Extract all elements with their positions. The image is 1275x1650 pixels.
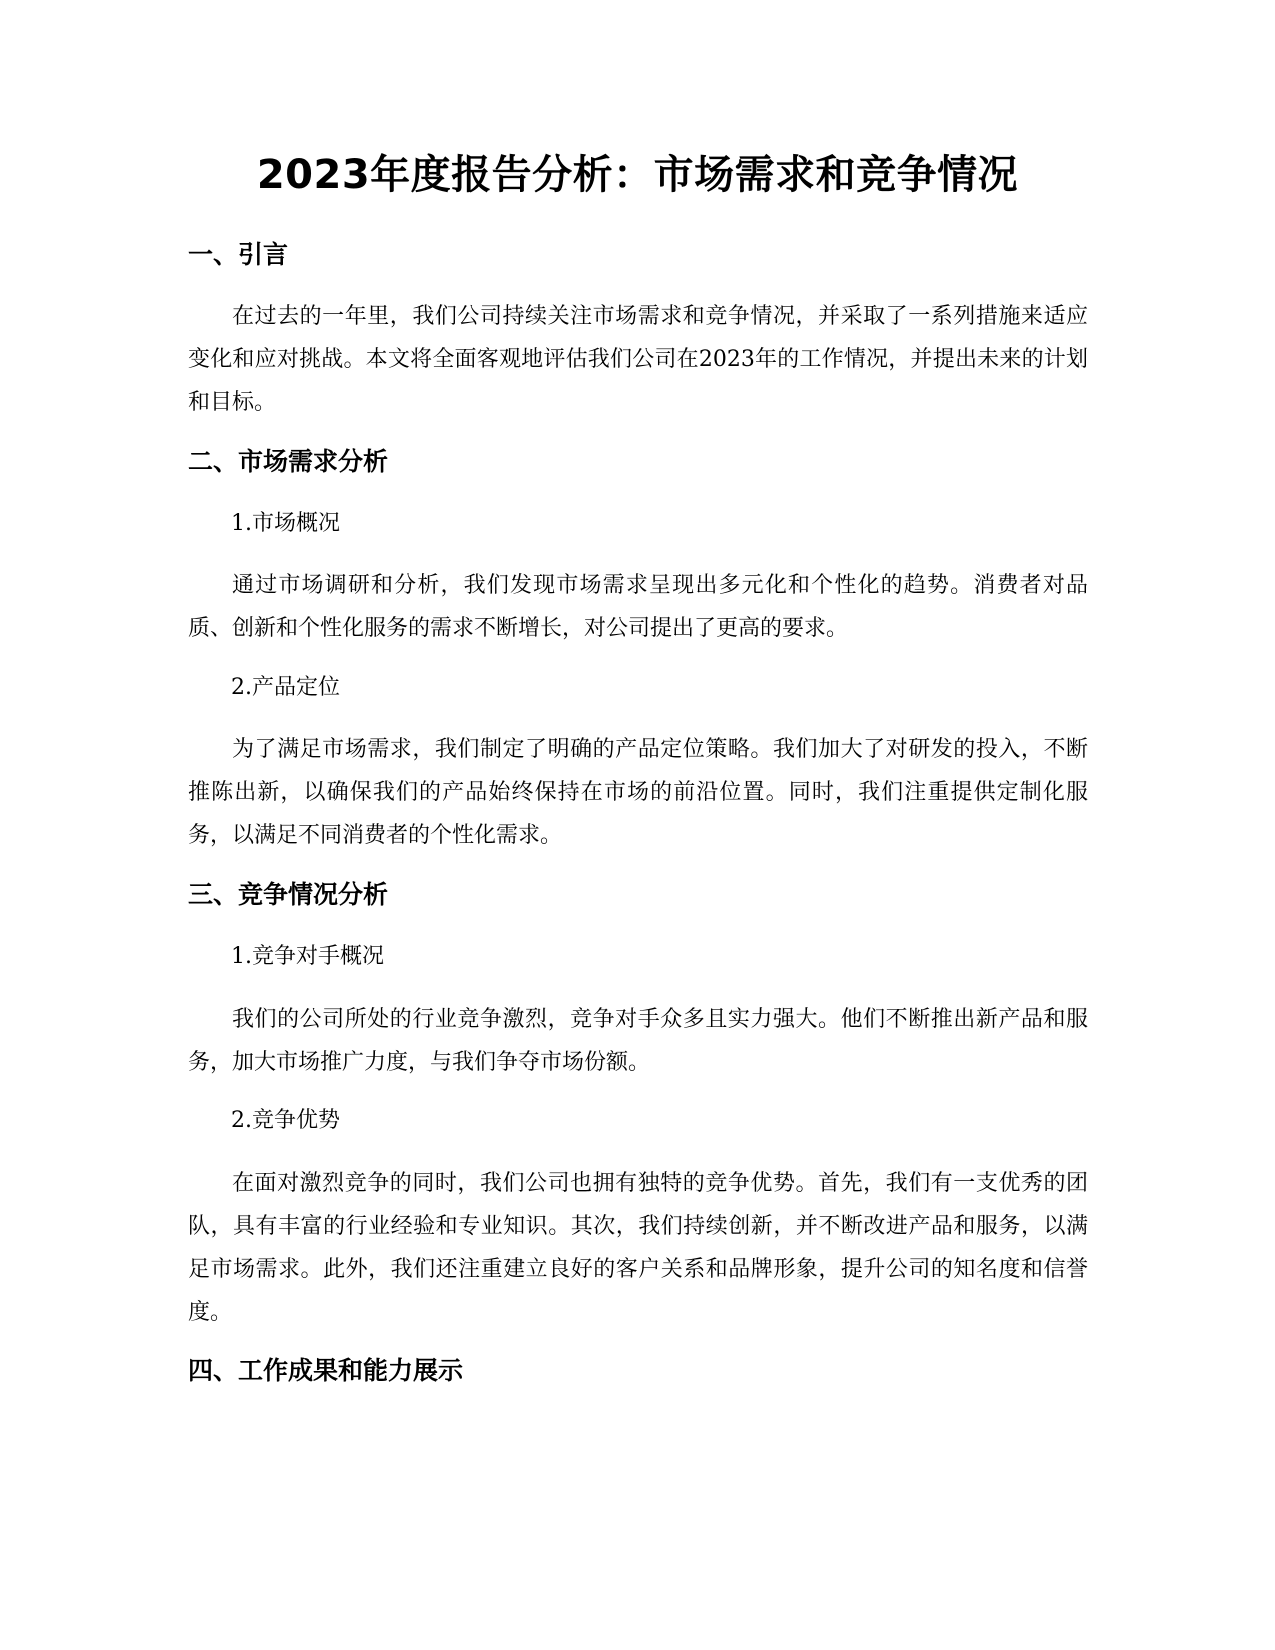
section-heading-market-demand: 二、市场需求分析 [188, 447, 389, 476]
section-heading-competition: 三、竞争情况分析 [188, 880, 389, 909]
introduction-paragraph: 在过去的一年里，我们公司持续关注市场需求和竞争情况，并采取了一系列措施来适应变化和应对挑战。本文将全面客观地评估我们公司在2023年的工作情况，并提出未来的计划和目标。 [188, 304, 1088, 415]
section-heading-achievements: 四、工作成果和能力展示 [188, 1356, 464, 1385]
competitor-overview-paragraph: 我们的公司所处的行业竞争激烈，竞争对手众多且实力强大。他们不断推出新产品和服务，加大市场推广力度，与我们争夺市场份额。 [188, 1007, 1088, 1075]
competitive-advantage-paragraph: 在面对激烈竞争的同时，我们公司也拥有独特的竞争优势。首先，我们有一支优秀的团队，具有丰富的行业经验和专业知识。其次，我们持续创新，并不断改进产品和服务，以满足市场需求。此外，我们还注重建立良好的客户关系和品牌形象，提升公司的知名度和信誉度。 [188, 1171, 1088, 1325]
document-title: 2023年度报告分析：市场需求和竞争情况 [256, 152, 1019, 198]
section-heading-introduction: 一、引言 [188, 240, 289, 269]
subheading-market-overview: 1.市场概况 [231, 511, 340, 536]
subheading-product-positioning: 2.产品定位 [231, 675, 340, 700]
subheading-competitor-overview: 1.竞争对手概况 [231, 944, 384, 969]
market-overview-paragraph: 通过市场调研和分析，我们发现市场需求呈现出多元化和个性化的趋势。消费者对品质、创新和个性化服务的需求不断增长，对公司提出了更高的要求。 [188, 573, 1088, 641]
product-positioning-paragraph: 为了满足市场需求，我们制定了明确的产品定位策略。我们加大了对研发的投入，不断推陈出新，以确保我们的产品始终保持在市场的前沿位置。同时，我们注重提供定制化服务，以满足不同消费者的个性化需求。 [188, 737, 1088, 848]
subheading-competitive-advantage: 2.竞争优势 [231, 1108, 340, 1133]
